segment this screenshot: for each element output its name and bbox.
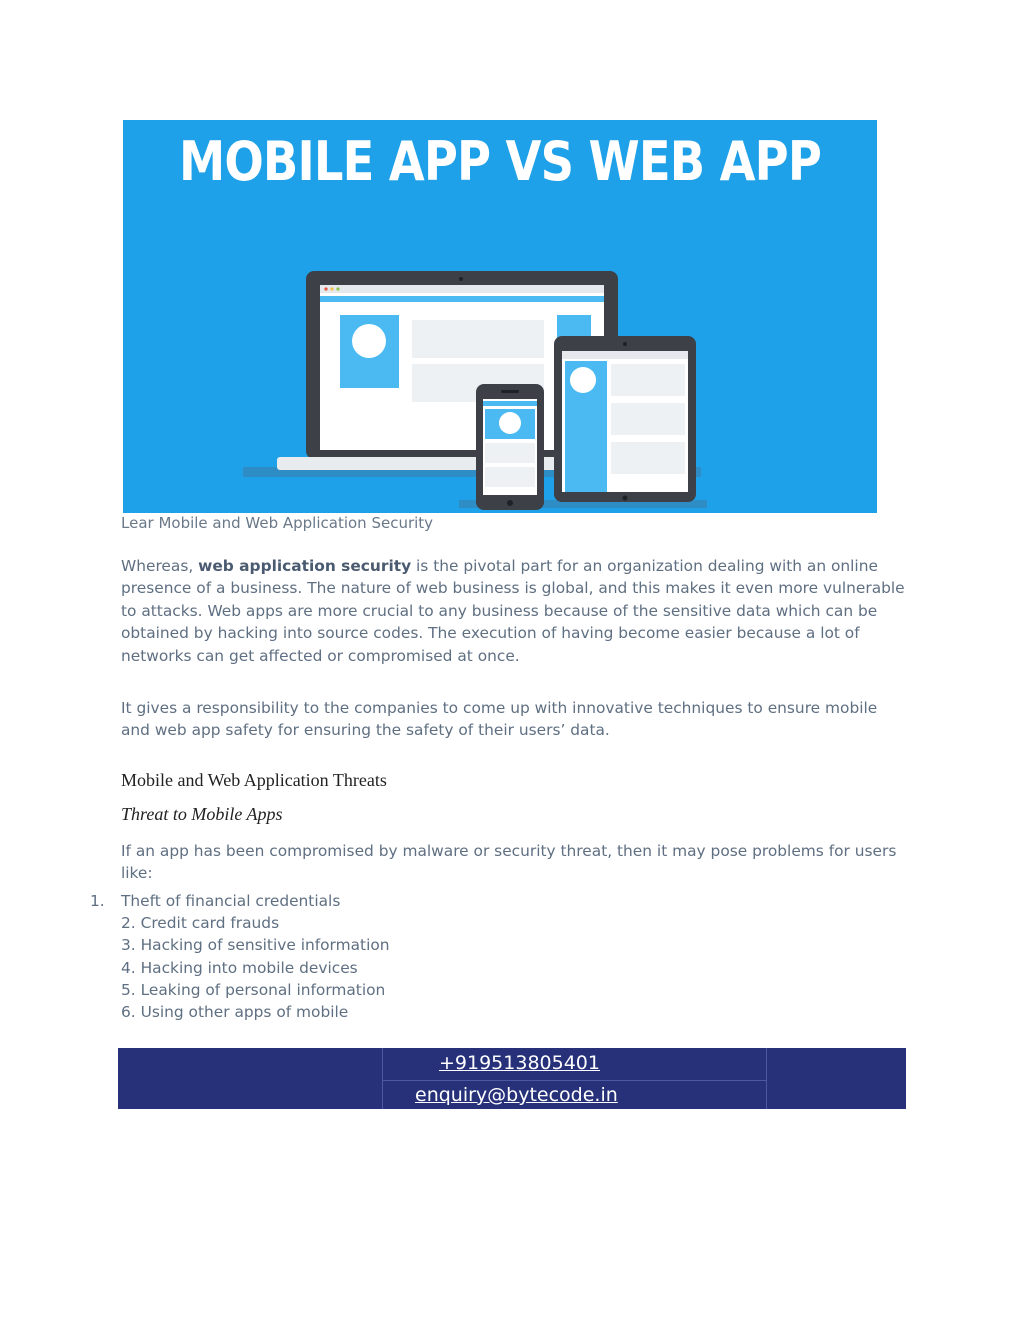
image-caption: Lear Mobile and Web Application Security [121,514,434,532]
list-item: 2. Credit card frauds [121,914,280,932]
heading-mobile-threats: Threat to Mobile Apps [121,804,283,824]
devices-illustration [123,120,877,513]
hero-image [123,120,877,513]
contact-cell [382,1048,767,1109]
paragraph-problems: If an app has been compromised by malware or security threat, then it may pose problems for users like: [121,842,897,883]
paragraph-prefix: Whereas, [121,557,199,575]
paragraph-web-security [121,555,911,667]
list-item: 5. Leaking of personal information [121,981,386,999]
paragraph-responsibility: It gives a responsibility to the companies to come up with innovative techniques to ensure mobile and web app safety for ensuring the safety of their users’ data. [121,699,878,740]
list-item: 6. Using other apps of mobile [121,1003,349,1021]
list-item: 3. Hacking of sensitive information [121,936,390,954]
bold-term: web application security [198,557,412,575]
email-link[interactable]: enquiry@bytecode.in [415,1084,618,1106]
phone-link[interactable]: +919513805401 [439,1052,600,1074]
heading-threats: Mobile and Web Application Threats [121,770,387,790]
contact-footer [118,1048,906,1109]
list-item: Theft of financial credentials [121,892,341,910]
paragraph-rest: is the pivotal part for an organization dealing with an online presence of a business. The nature of web business is global, and this makes it even more vulnerable to attacks. Web apps are more crucial to any business because of the sensitive data which can be obtained by hacking into source codes. The execution of having become easier because a lot of networks can get affected or compromised at once. [121,557,905,665]
divider [383,1080,766,1081]
list-number: 1. [90,892,105,910]
list-item: 4. Hacking into mobile devices [121,959,358,977]
hero-title: MOBILE APP VS WEB APP [178,130,822,193]
